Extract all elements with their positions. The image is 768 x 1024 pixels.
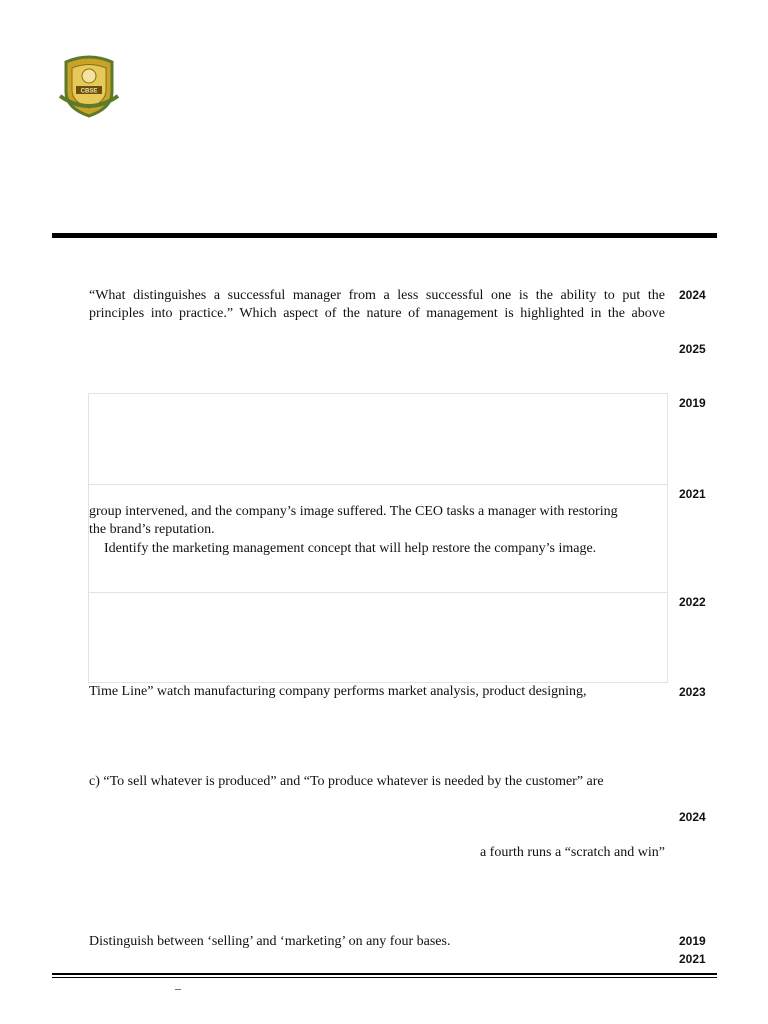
year-tag: 2022 [679,595,706,609]
question-7-line-1: c) “To sell whatever is produced” and “To produce whatever is needed by the customer” are [89,774,604,789]
question-4-line-3: Identify the marketing management concept that will help restore the company’s image. [104,541,597,556]
question-8-line-1: a fourth runs a “scratch and win” [479,845,665,860]
year-tag: 2021 [679,952,706,966]
question-4-line-2: the brand’s reputation. [89,522,215,537]
question-6-line-1: Time Line” watch manufacturing company performs market analysis, product designing, [89,684,587,699]
footer-divider-thin [52,977,717,978]
question-1-line-1: “What distinguishes a successful manager from a less successful one is the ability to put the [89,288,665,303]
crest-text: CBSE [80,88,98,95]
year-tag: 2025 [679,342,706,356]
question-1-line-2: principles into practice.” Which aspect of the nature of management is highlighted in the above [89,306,665,321]
year-tag: 2021 [679,487,706,501]
question-4-line-1: group intervened, and the company’s image suffered. The CEO tasks a manager with restoring [89,504,618,519]
question-box-1 [88,393,668,485]
year-tag: 2019 [679,934,706,948]
footer-divider-thick [52,973,717,975]
question-9-line-1: Distinguish between ‘selling’ and ‘marketing’ on any four bases. [89,934,451,949]
question-box-3 [88,592,668,683]
year-tag: 2024 [679,288,706,302]
school-logo [56,52,122,118]
year-tag: 2023 [679,685,706,699]
header-divider [52,233,717,238]
year-tag: 2019 [679,396,706,410]
crest-icon [56,52,122,118]
footer-mark: – [175,981,181,995]
year-tag: 2024 [679,810,706,824]
